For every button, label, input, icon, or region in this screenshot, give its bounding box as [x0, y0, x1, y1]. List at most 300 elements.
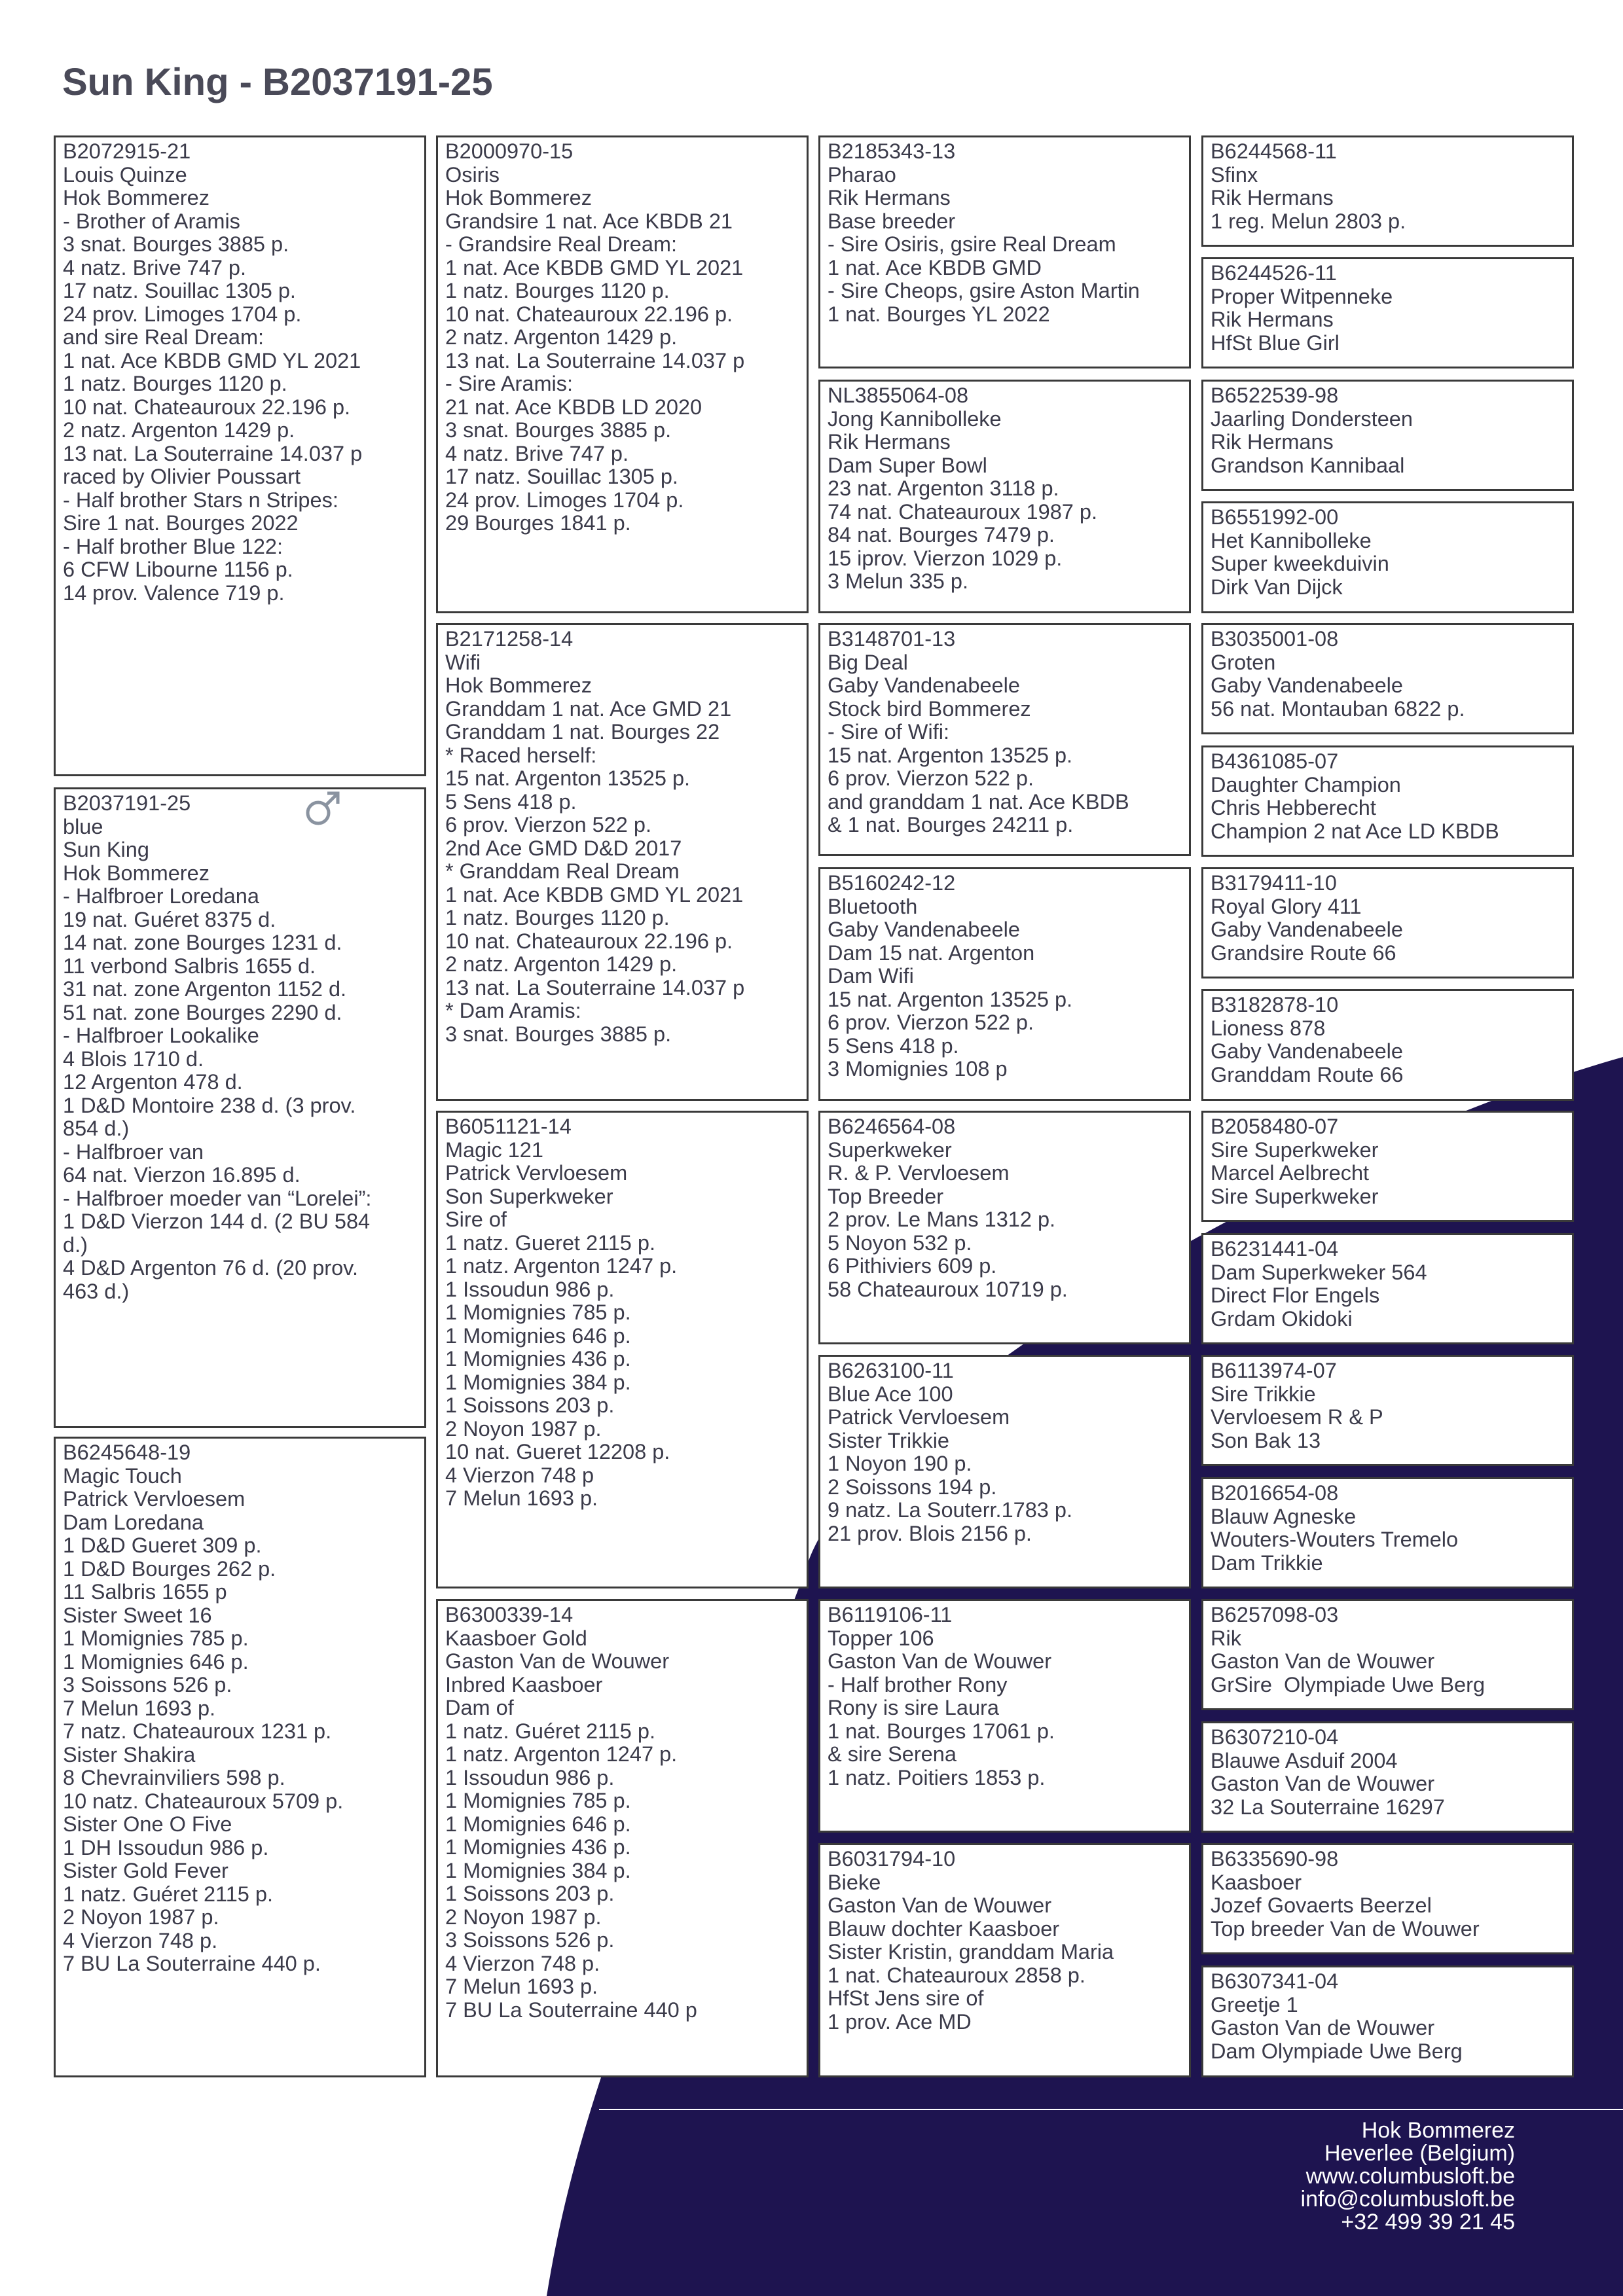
card-line: 1 natz. Argenton 1247 p. [445, 1742, 678, 1766]
card-line: 56 nat. Montauban 6822 p. [1211, 696, 1465, 721]
ring-number: B2016654-08 [1211, 1481, 1339, 1505]
card-line: 854 d.) [63, 1117, 130, 1140]
card-line: 6 prov. Vierzon 522 p. [828, 766, 1034, 790]
footer-location: Heverlee (Belgium) [1324, 2141, 1515, 2166]
card-line: 5 Sens 418 p. [828, 1033, 959, 1058]
ring-number: B6244568-11 [1211, 139, 1337, 163]
card-line: 4 natz. Brive 747 p. [63, 255, 247, 279]
card-line: - Halfbroer moeder van “Lorelei”: [63, 1186, 372, 1210]
card-line: 1 Momignies 436 p. [445, 1347, 631, 1371]
ring-number: B6245648-19 [63, 1441, 191, 1464]
card-line: Magic Touch [63, 1463, 182, 1488]
card-line: 1 Noyon 190 p. [828, 1452, 972, 1475]
card-line: Sister Shakira [63, 1742, 196, 1767]
ring-number: NL3855064-08 [828, 384, 969, 407]
card-line: 32 La Souterraine 16297 [1211, 1795, 1445, 1819]
card-line: 11 Salbris 1655 p [63, 1580, 227, 1604]
card-line: Sire 1 nat. Bourges 2022 [63, 511, 299, 535]
card-line: & 1 nat. Bourges 24211 p. [828, 813, 1074, 836]
card-line: Superkweker [828, 1138, 952, 1162]
card-line: * Granddam Real Dream [445, 859, 680, 883]
card-line: & sire Serena [828, 1742, 957, 1766]
card-line: 13 nat. La Souterraine 14.037 p [63, 441, 363, 465]
card-line: * Dam Aramis: [445, 999, 581, 1022]
pedigree-card [1201, 135, 1574, 247]
card-line: Hok Bommerez [63, 861, 210, 885]
pedigree-card [1201, 1843, 1574, 1954]
card-line: Rik Hermans [1211, 186, 1334, 209]
card-line: raced by Olivier Poussart [63, 465, 301, 488]
card-line: Bluetooth [828, 894, 918, 918]
card-line: R. & P. Vervloesem [828, 1161, 1010, 1185]
card-line: and sire Real Dream: [63, 325, 264, 349]
card-line: 23 nat. Argenton 3118 p. [828, 476, 1059, 500]
card-line: Blauwe Asduif 2004 [1211, 1748, 1398, 1772]
card-line: Sire Trikkie [1211, 1382, 1316, 1406]
card-line: Patrick Vervloesem [445, 1161, 628, 1185]
card-line: 3 snat. Bourges 3885 p. [63, 232, 289, 256]
card-line: Son Bak 13 [1211, 1428, 1321, 1452]
card-line: 1 nat. Ace KBDB GMD YL 2021 [445, 882, 744, 906]
pedigree-card [818, 867, 1191, 1101]
card-line: Sun King [63, 838, 149, 861]
card-line: Granddam 1 nat. Bourges 22 [445, 720, 720, 744]
pedigree-card [818, 135, 1191, 368]
card-line: 7 natz. Chateauroux 1231 p. [63, 1719, 332, 1743]
card-line: Direct Flor Engels [1211, 1283, 1380, 1307]
pedigree-card [436, 1599, 809, 2077]
card-line: 15 nat. Argenton 13525 p. [828, 743, 1073, 767]
card-line: 1 D&D Vierzon 144 d. (2 BU 584 [63, 1210, 371, 1233]
card-line: 1 nat. Ace KBDB GMD YL 2021 [63, 348, 361, 372]
card-line: 64 nat. Vierzon 16.895 d. [63, 1163, 301, 1187]
pedigree-card [818, 623, 1191, 856]
ring-number: B6119106-11 [828, 1603, 953, 1626]
card-line: Gaby Vandenabeele [1211, 673, 1403, 697]
card-line: 6 CFW Libourne 1156 p. [63, 558, 293, 581]
card-line: 3 Melun 335 p. [828, 569, 969, 593]
card-line: 1 nat. Chateauroux 2858 p. [828, 1963, 1085, 1987]
card-line: Grdam Okidoki [1211, 1306, 1353, 1331]
card-line: 14 nat. zone Bourges 1231 d. [63, 931, 342, 954]
card-line: Top breeder Van de Wouwer [1211, 1916, 1480, 1941]
card-line: Rik Hermans [828, 430, 951, 454]
ring-number: B6257098-03 [1211, 1603, 1339, 1626]
card-line: Gaston Van de Wouwer [1211, 1772, 1435, 1795]
card-line: Sister Gold Fever [63, 1859, 228, 1882]
ring-number: B6335690-98 [1211, 1847, 1339, 1871]
card-line: 6 prov. Vierzon 522 p. [828, 1011, 1034, 1034]
ring-number: B6300339-14 [445, 1603, 574, 1626]
card-line: Dam Superkweker 564 [1211, 1260, 1427, 1284]
ring-number: B6113974-07 [1211, 1359, 1337, 1382]
card-line: Gaston Van de Wouwer [828, 1649, 1052, 1673]
card-line: 4 Vierzon 748 p [445, 1463, 594, 1487]
card-line: 4 natz. Brive 747 p. [445, 441, 629, 465]
ring-number: B2185343-13 [828, 139, 956, 163]
card-line: 15 iprov. Vierzon 1029 p. [828, 546, 1063, 570]
card-line: 1 DH Issoudun 986 p. [63, 1835, 269, 1859]
card-line: Wouters-Wouters Tremelo [1211, 1528, 1459, 1551]
ring-number: B6263100-11 [828, 1359, 954, 1382]
card-line: Super kweekduivin [1211, 552, 1389, 575]
page-title: Sun King - B2037191-25 [62, 61, 493, 103]
card-line: 4 Vierzon 748 p. [445, 1951, 600, 1975]
card-line: blue [63, 814, 103, 838]
ring-number: B3179411-10 [1211, 871, 1337, 895]
card-line: Marcel Aelbrecht [1211, 1161, 1370, 1185]
card-line: 3 snat. Bourges 3885 p. [445, 418, 672, 442]
footer-loft-name: Hok Bommerez [1361, 2118, 1515, 2143]
card-line: Sister One O Five [63, 1812, 232, 1836]
ring-number: B2058480-07 [1211, 1115, 1339, 1138]
card-line: 1 Momignies 436 p. [445, 1835, 631, 1859]
card-line: Gaby Vandenabeele [828, 918, 1020, 941]
pedigree-card [818, 1355, 1191, 1588]
card-line: 7 BU La Souterraine 440 p. [63, 1952, 321, 1975]
card-line: 7 BU La Souterraine 440 p [445, 1998, 697, 2022]
card-line: Son Superkweker [445, 1184, 613, 1208]
pedigree-card [818, 380, 1191, 613]
card-line: 17 natz. Souillac 1305 p. [63, 279, 296, 302]
card-line: 1 natz. Guéret 2115 p. [63, 1882, 274, 1906]
card-line: - Sire of Wifi: [828, 720, 949, 744]
card-line: 2 Soissons 194 p. [828, 1475, 997, 1499]
card-line: Greetje 1 [1211, 1992, 1298, 2017]
ring-number: B4361085-07 [1211, 749, 1339, 773]
card-line: 1 Momignies 646 p. [63, 1649, 249, 1674]
ring-number: B5160242-12 [828, 871, 956, 895]
ring-number: B6244526-11 [1211, 261, 1337, 285]
pedigree-card [436, 135, 809, 613]
card-line: 1 Momignies 785 p. [445, 1300, 631, 1324]
ring-number: B6307341-04 [1211, 1969, 1339, 1993]
card-line: GrSire Olympiade Uwe Berg [1211, 1672, 1486, 1696]
card-line: Blue Ace 100 [828, 1382, 953, 1406]
card-line: Dam Super Bowl [828, 453, 987, 477]
card-line: 1 natz. Bourges 1120 p. [63, 372, 287, 395]
ring-number: B3182878-10 [1211, 993, 1339, 1016]
card-line: 6 prov. Vierzon 522 p. [445, 813, 651, 836]
card-line: Sire Superkweker [1211, 1184, 1379, 1208]
card-line: - Half brother Rony [828, 1672, 1008, 1696]
pedigree-card [54, 1437, 426, 2077]
card-line: Grandson Kannibaal [1211, 453, 1405, 477]
card-line: Sister Kristin, granddam Maria [828, 1940, 1114, 1964]
pedigree-card [1201, 1721, 1574, 1833]
card-line: 21 nat. Ace KBDB LD 2020 [445, 395, 702, 419]
pedigree-card [1201, 1111, 1574, 1222]
card-line: Wifi [445, 650, 481, 674]
card-line: 10 natz. Chateauroux 5709 p. [63, 1789, 344, 1813]
card-line: Granddam 1 nat. Ace GMD 21 [445, 696, 732, 721]
card-line: 10 nat. Chateauroux 22.196 p. [445, 302, 733, 326]
card-line: - Halfbroer Loredana [63, 884, 259, 908]
card-line: 1 nat. Ace KBDB GMD [828, 255, 1042, 279]
pedigree-card [436, 1111, 809, 1588]
card-line: 1 natz. Argenton 1247 p. [445, 1254, 678, 1278]
card-line: Blauw dochter Kaasboer [828, 1916, 1060, 1941]
card-line: Vervloesem R & P [1211, 1405, 1383, 1429]
pedigree-card [818, 1843, 1191, 2077]
card-line: 24 prov. Limoges 1704 p. [445, 488, 684, 512]
card-line: 3 Momignies 108 p [828, 1057, 1008, 1081]
card-line: d.) [63, 1232, 88, 1257]
card-line: Kaasboer [1211, 1870, 1302, 1894]
pedigree-card [818, 1111, 1191, 1344]
card-line: Sister Sweet 16 [63, 1603, 212, 1627]
card-line: 13 nat. La Souterraine 14.037 p [445, 975, 745, 999]
card-line: 7 Melun 1693 p. [445, 1975, 598, 1998]
card-line: 51 nat. zone Bourges 2290 d. [63, 1000, 342, 1024]
card-line: 1 natz. Guéret 2115 p. [445, 1719, 656, 1743]
card-line: Patrick Vervloesem [63, 1487, 246, 1511]
card-line: - Grandsire Real Dream: [445, 232, 677, 256]
card-line: Rik Hermans [828, 186, 951, 209]
ring-number: B2037191-25 [63, 791, 191, 815]
card-line: Top Breeder [828, 1184, 944, 1208]
card-line: Gaby Vandenabeele [828, 673, 1020, 697]
card-line: Lioness 878 [1211, 1016, 1326, 1040]
card-line: Gaston Van de Wouwer [1211, 2016, 1435, 2039]
card-line: Rik [1211, 1626, 1241, 1650]
ring-number: B6246564-08 [828, 1115, 956, 1138]
card-line: Rony is sire Laura [828, 1696, 999, 1719]
card-line: Hok Bommerez [445, 673, 592, 697]
card-line: HfSt Jens sire of [828, 1986, 984, 2010]
card-line: 1 Soissons 203 p. [445, 1882, 615, 1905]
card-line: Inbred Kaasboer [445, 1672, 603, 1696]
card-line: 19 nat. Guéret 8375 d. [63, 907, 276, 931]
card-line: 1 Momignies 785 p. [445, 1789, 631, 1812]
card-line: - Half brother Stars n Stripes: [63, 488, 338, 512]
card-line: 1 D&D Gueret 309 p. [63, 1534, 262, 1557]
ring-number: B6231441-04 [1211, 1237, 1339, 1261]
card-line: 2 natz. Argenton 1429 p. [445, 325, 678, 349]
card-line: 1 prov. Ace MD [828, 2009, 972, 2034]
card-line: 15 nat. Argenton 13525 p. [828, 987, 1073, 1011]
card-line: 24 prov. Limoges 1704 p. [63, 302, 302, 326]
card-line: 2 Noyon 1987 p. [63, 1905, 219, 1929]
card-line: 1 Issoudun 986 p. [445, 1277, 615, 1301]
card-line: - Half brother Blue 122: [63, 534, 283, 558]
pedigree-card [1201, 989, 1574, 1101]
card-line: 1 Momignies 785 p. [63, 1626, 249, 1650]
card-line: Grandsire Route 66 [1211, 941, 1396, 965]
card-line: 463 d.) [63, 1279, 130, 1303]
card-line: 29 Bourges 1841 p. [445, 511, 631, 535]
pedigree-card [818, 1599, 1191, 1833]
pedigree-card [1201, 1965, 1574, 2077]
card-line: 31 nat. zone Argenton 1152 d. [63, 977, 347, 1001]
card-line: 1 natz. Gueret 2115 p. [445, 1230, 656, 1255]
card-line: 1 nat. Bourges 17061 p. [828, 1719, 1055, 1743]
card-line: Patrick Vervloesem [828, 1405, 1010, 1429]
footer-email-link[interactable]: info@columbusloft.be [1300, 2187, 1515, 2212]
card-line: 5 Noyon 532 p. [828, 1230, 972, 1255]
card-line: 1 Momignies 384 p. [445, 1370, 631, 1394]
card-line: 10 nat. Gueret 12208 p. [445, 1440, 670, 1463]
card-line: Champion 2 nat Ace LD KBDB [1211, 819, 1499, 843]
card-line: 2 prov. Le Mans 1312 p. [828, 1208, 1056, 1231]
card-line: 5 Sens 418 p. [445, 789, 577, 814]
card-line: Osiris [445, 162, 500, 187]
card-line: Sfinx [1211, 162, 1258, 187]
card-line: 1 nat. Bourges YL 2022 [828, 302, 1050, 326]
card-line: 10 nat. Chateauroux 22.196 p. [445, 929, 733, 953]
ring-number: B6551992-00 [1211, 505, 1339, 529]
card-line: 1 Soissons 203 p. [445, 1393, 615, 1417]
card-line: 1 natz. Bourges 1120 p. [445, 906, 670, 929]
card-line: - Halfbroer Lookalike [63, 1024, 259, 1047]
card-line: Jaarling Dondersteen [1211, 406, 1413, 431]
card-line: 1 natz. Poitiers 1853 p. [828, 1765, 1046, 1789]
card-line: 58 Chateauroux 10719 p. [828, 1277, 1068, 1301]
pedigree-card [1201, 257, 1574, 368]
card-line: Groten [1211, 650, 1276, 674]
ring-number: B2171258-14 [445, 627, 574, 651]
card-line: 3 Soissons 526 p. [445, 1928, 615, 1952]
card-line: 6 Pithiviers 609 p. [828, 1254, 997, 1278]
male-symbol-icon [301, 788, 343, 830]
card-line: Jozef Govaerts Beerzel [1211, 1893, 1432, 1917]
card-line: 4 Vierzon 748 p. [63, 1928, 218, 1952]
pedigree-card [1201, 380, 1574, 491]
card-line: Dam 15 nat. Argenton [828, 941, 1035, 965]
card-line: 9 natz. La Souterr.1783 p. [828, 1498, 1073, 1522]
card-line: Blauw Agneske [1211, 1504, 1357, 1528]
card-line: Gaston Van de Wouwer [828, 1893, 1052, 1917]
card-line: Grandsire 1 nat. Ace KBDB 21 [445, 209, 733, 233]
card-line: 2 Noyon 1987 p. [445, 1905, 602, 1929]
card-line: and granddam 1 nat. Ace KBDB [828, 789, 1129, 814]
pedigree-card [1201, 1355, 1574, 1466]
card-line: Daughter Champion [1211, 772, 1401, 797]
card-line: HfSt Blue Girl [1211, 331, 1340, 355]
card-line: Base breeder [828, 209, 956, 233]
ring-number: B3148701-13 [828, 627, 956, 651]
card-line: Bieke [828, 1870, 881, 1894]
card-line: 1 reg. Melun 2803 p. [1211, 209, 1406, 233]
pedigree-card [54, 135, 426, 776]
card-line: 17 natz. Souillac 1305 p. [445, 465, 678, 488]
ring-number: B6522539-98 [1211, 384, 1339, 407]
card-line: 1 nat. Ace KBDB GMD YL 2021 [445, 255, 744, 279]
card-line: 4 D&D Argenton 76 d. (20 prov. [63, 1256, 359, 1280]
card-line: 1 natz. Bourges 1120 p. [445, 279, 670, 302]
card-line: 2 natz. Argenton 1429 p. [63, 418, 295, 442]
card-line: 3 Soissons 526 p. [63, 1673, 232, 1696]
ring-number: B6307210-04 [1211, 1725, 1339, 1749]
card-line: Rik Hermans [1211, 430, 1334, 454]
footer-phone: +32 499 39 21 45 [1341, 2210, 1515, 2234]
ring-number: B3035001-08 [1211, 627, 1339, 651]
card-line: Gaston Van de Wouwer [445, 1649, 670, 1673]
footer-divider [599, 2109, 1623, 2110]
footer-contact [1301, 2119, 1515, 2234]
card-line: 1 Momignies 646 p. [445, 1323, 631, 1348]
card-line: 84 nat. Bourges 7479 p. [828, 523, 1055, 547]
card-line: Hok Bommerez [63, 186, 210, 209]
ring-number: B2000970-15 [445, 139, 574, 163]
card-line: 1 Momignies 384 p. [445, 1858, 631, 1882]
card-line: Dam Loredana [63, 1510, 204, 1534]
card-line: 12 Argenton 478 d. [63, 1070, 243, 1094]
card-line: Hok Bommerez [445, 186, 592, 209]
card-line: Proper Witpenneke [1211, 284, 1393, 308]
card-line: Dam Wifi [828, 964, 914, 988]
card-line: 10 nat. Chateauroux 22.196 p. [63, 395, 351, 419]
pedigree-card [1201, 501, 1574, 613]
card-line: Sire of [445, 1208, 507, 1231]
card-line: Chris Hebberecht [1211, 796, 1376, 819]
card-line: Royal Glory 411 [1211, 894, 1362, 918]
card-line: Dam Olympiade Uwe Berg [1211, 2039, 1463, 2063]
card-line: - Sire Aramis: [445, 372, 574, 395]
card-line: 15 nat. Argenton 13525 p. [445, 766, 691, 790]
card-line: 11 verbond Salbris 1655 d. [63, 954, 316, 978]
card-line: 7 Melun 1693 p. [445, 1486, 598, 1510]
card-line: 21 prov. Blois 2156 p. [828, 1521, 1032, 1545]
card-line: Topper 106 [828, 1626, 934, 1650]
card-line: 1 D&D Montoire 238 d. (3 prov. [63, 1093, 356, 1117]
pedigree-card [1201, 623, 1574, 734]
card-line: 7 Melun 1693 p. [63, 1696, 216, 1720]
card-line: Big Deal [828, 650, 908, 674]
card-line: - Brother of Aramis [63, 209, 240, 233]
card-line: 2 Noyon 1987 p. [445, 1416, 602, 1441]
card-line: Stock bird Bommerez [828, 696, 1031, 721]
pedigree-card [1201, 1477, 1574, 1588]
card-line: Dirk Van Dijck [1211, 575, 1343, 599]
ring-number: B2072915-21 [63, 139, 191, 163]
pedigree-card [436, 623, 809, 1101]
card-line: Pharao [828, 162, 896, 187]
card-line: - Sire Osiris, gsire Real Dream [828, 232, 1116, 256]
subject-card [54, 787, 426, 1428]
card-line: Dam Trikkie [1211, 1551, 1323, 1575]
card-line: Sister Trikkie [828, 1428, 950, 1452]
ring-number: B6051121-14 [445, 1115, 572, 1138]
pedigree-card [1201, 745, 1574, 857]
card-line: 2 natz. Argenton 1429 p. [445, 952, 678, 976]
pedigree-card [1201, 1599, 1574, 1710]
card-line: 3 snat. Bourges 3885 p. [445, 1022, 672, 1046]
card-line: Louis Quinze [63, 162, 187, 187]
card-line: Gaby Vandenabeele [1211, 1039, 1403, 1063]
card-line: Granddam Route 66 [1211, 1062, 1404, 1086]
card-line: 74 nat. Chateauroux 1987 p. [828, 499, 1097, 524]
card-line: 8 Chevrainviliers 598 p. [63, 1766, 285, 1789]
card-line: Het Kannibolleke [1211, 528, 1372, 552]
card-line: Dam of [445, 1696, 514, 1719]
card-line: Sire Superkweker [1211, 1138, 1379, 1162]
card-line: 14 prov. Valence 719 p. [63, 581, 285, 605]
card-line: 2nd Ace GMD D&D 2017 [445, 836, 682, 860]
ring-number: B6031794-10 [828, 1847, 956, 1871]
card-line: Magic 121 [445, 1138, 543, 1162]
card-line: - Halfbroer van [63, 1139, 204, 1164]
card-line: 1 Momignies 646 p. [445, 1812, 631, 1836]
card-line: 4 Blois 1710 d. [63, 1047, 204, 1071]
card-line: 13 nat. La Souterraine 14.037 p [445, 348, 745, 372]
card-line: Kaasboer Gold [445, 1626, 587, 1650]
card-line: 1 Issoudun 986 p. [445, 1765, 615, 1789]
card-line: Gaby Vandenabeele [1211, 918, 1403, 941]
pedigree-card [1201, 867, 1574, 978]
card-line: Gaston Van de Wouwer [1211, 1649, 1435, 1673]
footer-website-link[interactable]: www.columbusloft.be [1305, 2164, 1515, 2189]
